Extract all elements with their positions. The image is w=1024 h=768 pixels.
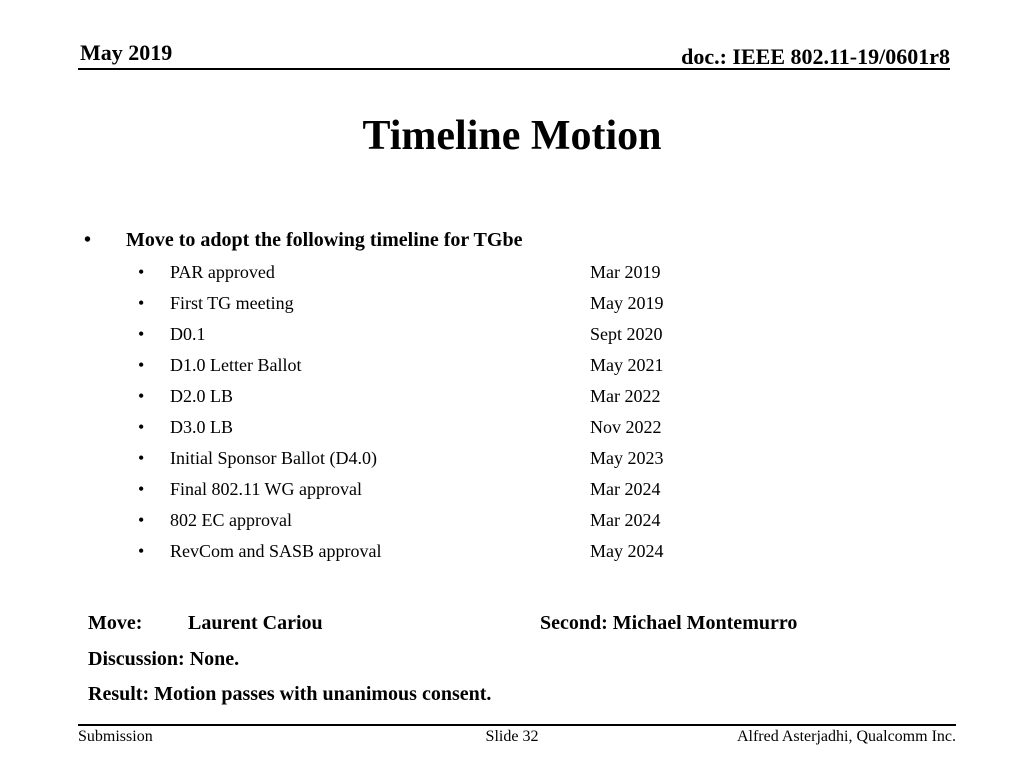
bullet-icon: • <box>138 293 145 313</box>
milestone-label: D1.0 Letter Ballot <box>170 355 302 375</box>
motion-text: Move to adopt the following timeline for TGbe <box>126 229 523 251</box>
milestone-label: Initial Sponsor Ballot (D4.0) <box>170 448 377 468</box>
bullet-icon: • <box>138 386 145 406</box>
milestone-label: 802 EC approval <box>170 510 292 530</box>
milestone-label: D2.0 LB <box>170 386 233 406</box>
bullet-icon: • <box>138 417 145 437</box>
milestone-label: RevCom and SASB approval <box>170 541 382 561</box>
bullet-icon: • <box>138 541 145 561</box>
slide-title: Timeline Motion <box>362 113 662 159</box>
milestone-date: Nov 2022 <box>590 417 662 437</box>
milestone-date: Sept 2020 <box>590 324 663 344</box>
bullet-icon: • <box>138 262 145 282</box>
second-line: Second: Michael Montemurro <box>540 612 798 634</box>
footer-submission: Submission <box>78 728 153 745</box>
header-date: May 2019 <box>80 40 173 65</box>
milestone-label: Final 802.11 WG approval <box>170 479 362 499</box>
milestone-label: First TG meeting <box>170 293 294 313</box>
bullet-icon: • <box>138 510 145 530</box>
timeline-list <box>138 262 698 572</box>
milestone-date: May 2019 <box>590 293 664 313</box>
bullet-icon: • <box>138 355 145 375</box>
result-line: Result: Motion passes with unanimous consent. <box>88 683 492 705</box>
timeline-item <box>138 479 698 510</box>
header-doc-id: doc.: IEEE 802.11-19/0601r8 <box>681 44 950 69</box>
discussion-line: Discussion: None. <box>88 648 240 670</box>
timeline-item <box>138 417 698 448</box>
bullet-icon: • <box>138 324 145 344</box>
footer-author: Alfred Asterjadhi, Qualcomm Inc. <box>736 728 956 745</box>
timeline-item <box>138 324 698 355</box>
milestone-date: May 2021 <box>590 355 664 375</box>
timeline-item <box>138 541 698 572</box>
milestone-date: Mar 2022 <box>590 386 661 406</box>
timeline-item <box>138 448 698 479</box>
milestone-label: D0.1 <box>170 324 206 344</box>
milestone-date: Mar 2024 <box>590 479 661 499</box>
bullet-icon: • <box>138 479 145 499</box>
header-divider <box>78 68 950 70</box>
timeline-item <box>138 355 698 386</box>
move-label: Move: <box>88 612 143 634</box>
milestone-date: May 2023 <box>590 448 664 468</box>
milestone-label: PAR approved <box>170 262 275 282</box>
timeline-item <box>138 262 698 293</box>
timeline-item <box>138 293 698 324</box>
footer-slide-number: Slide 32 <box>485 728 539 745</box>
milestone-date: May 2024 <box>590 541 664 561</box>
milestone-date: Mar 2019 <box>590 262 661 282</box>
milestone-date: Mar 2024 <box>590 510 661 530</box>
mover-name: Laurent Cariou <box>188 612 323 634</box>
bullet-icon: • <box>84 229 92 251</box>
bullet-icon: • <box>138 448 145 468</box>
timeline-item <box>138 510 698 541</box>
timeline-item <box>138 386 698 417</box>
footer-divider <box>78 724 956 726</box>
milestone-label: D3.0 LB <box>170 417 233 437</box>
